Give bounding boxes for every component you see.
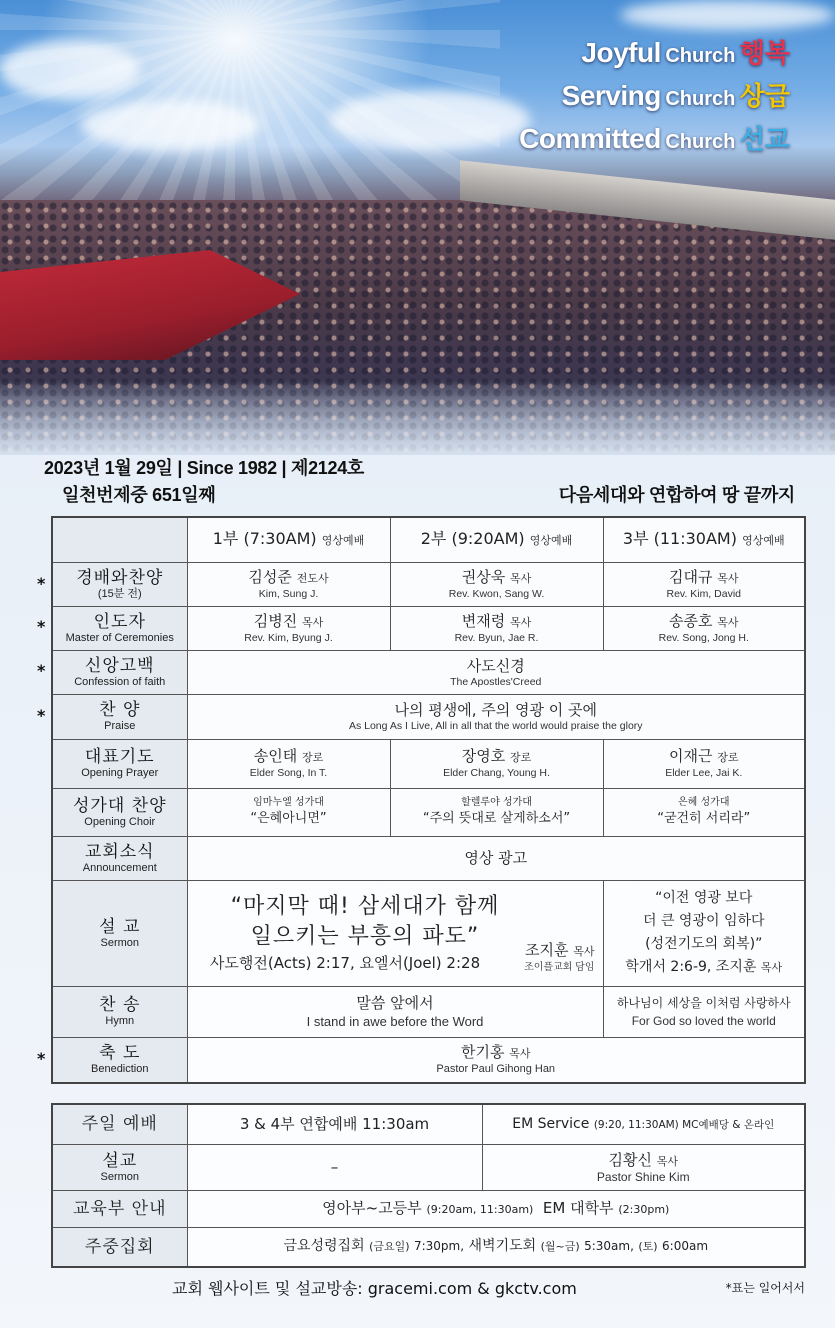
standing-star: * xyxy=(37,574,46,593)
row-sunday-service: 주일 예배 3 & 4부 연합예배 11:30am EM Service (9:20, 11:30AM) MC예배당 & 온라인 xyxy=(52,1104,805,1144)
row-education: 교육부 안내 영아부~고등부 (9:20am, 11:30am) EM 대학부 (2:30pm) xyxy=(52,1190,805,1227)
row-sermon: 설 교 Sermon “마지막 때! 삼세대가 함께 일으키는 부흥의 파도” 사도행전(Acts) 2:17, 요엘서(Joel) 2:28 조지훈 목사 조이플교회 담임 “이전 영광 보다 더 큰 영광이 임하다 (성전기도의 회복)” 학개서 2:6-9, 조지훈 목사 xyxy=(52,880,805,986)
row-mc: 인도자 Master of Ceremonies 김병진 목사 Rev. Kim, Byung J. 변재령 목사 Rev. Byun, Jae R. 송종호 목사 Rev. Song, Jong H. xyxy=(52,606,805,650)
motto: 다음세대와 연합하여 땅 끝까지 xyxy=(558,485,795,505)
header-service-3: 3부 (11:30AM) 영상예배 xyxy=(603,517,805,562)
row-hymn: 찬 송 Hymn 말씀 앞에서 I stand in awe before the Word 하나님이 세상을 이처럼 사랑하사 For God so loved the world xyxy=(52,986,805,1037)
row-choir: 성가대 찬양 Opening Choir 임마누엘 성가대 “은혜아니면” 할렐루야 성가대 “주의 뜻대로 살게하소서” 은혜 성가대 “굳건히 서리라” xyxy=(52,788,805,836)
standing-star: * xyxy=(37,661,46,680)
slogan-joyful: Joyful Church 행복 xyxy=(581,37,790,68)
row-sermon-bottom: 설교 Sermon – 김황신 목사 Pastor Shine Kim xyxy=(52,1144,805,1190)
footer-website: 교회 웹사이트 및 설교방송: gracemi.com & gkctv.com xyxy=(172,1279,577,1298)
order-of-worship-table xyxy=(51,516,806,1084)
cloud xyxy=(330,90,530,150)
slogan-serving: Serving Church 상급 xyxy=(561,80,790,111)
standing-star: * xyxy=(37,1049,46,1068)
standing-star: * xyxy=(37,706,46,725)
row-weekday: 주중집회 금요성령집회 (금요일) 7:30pm, 새벽기도회 (월~금) 5:30am, (토) 6:00am xyxy=(52,1227,805,1267)
issue-date: 2023년 1월 29일 | Since 1982 | 제2124호 xyxy=(44,458,365,478)
header-service-1: 1부 (7:30AM) 영상예배 xyxy=(187,517,390,562)
slogans xyxy=(519,34,790,163)
sermon-alt: “이전 영광 보다 더 큰 영광이 임하다 (성전기도의 회복)” 학개서 2:6-9, 조지훈 목사 xyxy=(603,880,805,986)
weekly-schedule-table xyxy=(51,1103,806,1268)
header-row xyxy=(52,517,805,562)
sermon-main: “마지막 때! 삼세대가 함께 일으키는 부흥의 파도” 사도행전(Acts) 2:17, 요엘서(Joel) 2:28 조지훈 목사 조이플교회 담임 xyxy=(187,880,603,986)
row-worship: 경배와찬양 (15분 전) 김성준 전도사 Kim, Sung J. 권상욱 목사 Rev. Kwon, Sang W. 김대규 목사 Rev. Kim, David xyxy=(52,562,805,606)
standing-note: *표는 일어서서 xyxy=(725,1281,805,1295)
cloud xyxy=(0,40,140,100)
cloud xyxy=(80,100,260,150)
cloud xyxy=(620,0,835,30)
offering-day-count: 일천번제중 651일째 xyxy=(62,485,216,505)
row-praise: 찬 양 Praise 나의 평생에, 주의 영광 이 곳에 As Long As I Live, All in all that the world would praise the glory xyxy=(52,694,805,739)
standing-star: * xyxy=(37,617,46,636)
slogan-committed: Committed Church 선교 xyxy=(519,123,790,154)
row-announcement: 교회소식 Announcement 영상 광고 xyxy=(52,836,805,880)
row-prayer: 대표기도 Opening Prayer 송인태 장로 Elder Song, In T. 장영호 장로 Elder Chang, Young H. 이재근 장로 Elder Lee, Jai K. xyxy=(52,739,805,788)
row-benediction: 축 도 Benediction 한기홍 목사 Pastor Paul Gihong Han xyxy=(52,1037,805,1083)
preacher: 조지훈 목사 조이플교회 담임 xyxy=(524,940,595,973)
row-confession: 신앙고백 Confession of faith 사도신경 The Apostles'Creed xyxy=(52,650,805,694)
header-service-2: 2부 (9:20AM) 영상예배 xyxy=(390,517,603,562)
banner-photo xyxy=(0,0,835,455)
